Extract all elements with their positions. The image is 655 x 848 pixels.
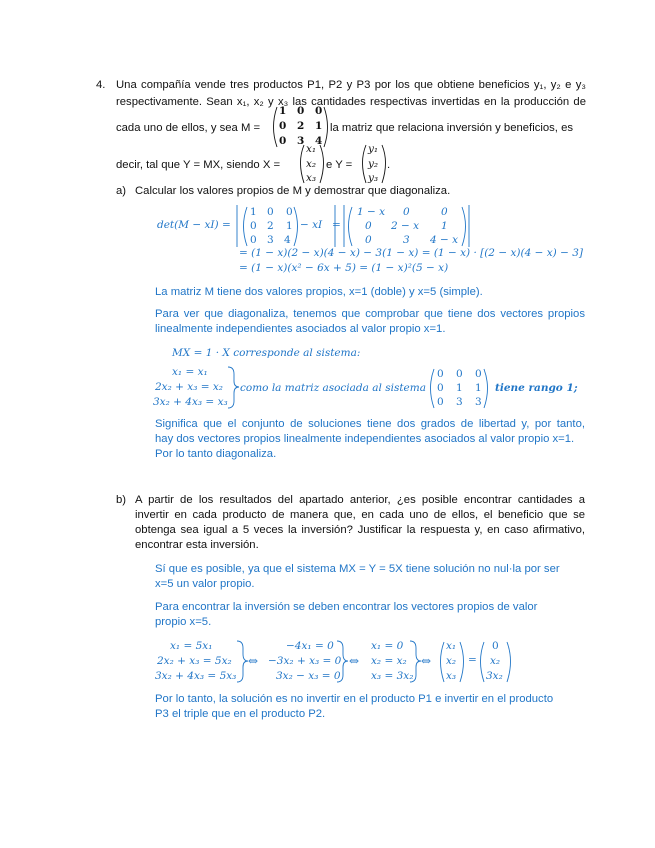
system-title: MX = 1 · X corresponde al sistema: — [172, 347, 361, 359]
paren-eig-left — [481, 642, 485, 682]
problem-line-4-pre: decir, tal que Y = MX, siendo X = — [116, 159, 281, 171]
paren-Y-right — [382, 145, 386, 183]
paren-sys-right — [484, 369, 488, 408]
part-b-label: b) — [116, 494, 127, 506]
paren-char-right — [462, 207, 466, 246]
paren-sys-left — [431, 369, 435, 408]
brace-sys3 — [410, 641, 421, 682]
iff-2: ⇔ — [349, 654, 360, 668]
vector-equals: = — [468, 654, 477, 666]
conclusion-3: Por lo tanto diagonaliza. — [155, 448, 277, 460]
paren-eig-right — [507, 642, 511, 682]
problem-line-3-pre: cada uno de ellos, y sea M = — [116, 122, 261, 134]
paren-xvec-right — [460, 642, 464, 682]
paren-xvec-left — [441, 642, 445, 682]
part-b-question-4: encontrar esta inversión. — [135, 539, 259, 551]
paren-M-left — [274, 107, 278, 147]
det-line-2: = (1 − x)(2 − x)(4 − x) − 3(1 − x) = (1 − x) · [(2 − x)(4 − x) − 3] — [239, 247, 583, 259]
part-a-label: a) — [116, 185, 127, 197]
det-equals: = — [332, 219, 341, 231]
conclusion-2: hay dos vectores propios linealmente independientes asociados al valor propio x=1. — [155, 433, 575, 445]
det-lhs: det(M − xI) = — [157, 219, 231, 231]
answer-1: Sí que es posible, ya que el sistema MX = Y = 5X tiene solución no nul·la por ser — [155, 563, 560, 575]
problem-line-4-end: . — [387, 159, 391, 171]
conclusion-1: Significa que el conjunto de soluciones tiene dos grados de libertad y, por tanto, — [155, 418, 585, 430]
problem-number: 4. — [96, 79, 106, 91]
paren-char-left — [349, 207, 353, 246]
problem-line-2: respectivamente. Sean x₁, x₂ y x₃ las cantidades respectivas invertidas en la producción de — [116, 96, 586, 108]
answer-4: propio x=5. — [155, 616, 212, 628]
iff-3: ⇔ — [421, 654, 432, 668]
part-b-question-1: A partir de los resultados del apartado anterior, ¿es posible encontrar cantidades a — [135, 494, 585, 506]
brace-system-a — [228, 367, 239, 408]
final-2: P3 el triple que en el producto P2. — [155, 708, 326, 720]
diagonal-text-1: Para ver que diagonaliza, tenemos que comprobar que tiene dos vectores propios — [155, 308, 585, 320]
system-end-text: tiene rango 1; — [495, 382, 578, 394]
system-mid-text: como la matriz asociada al sistema — [240, 382, 426, 394]
part-b-question-3: obtenga sea igual a 5 veces la inversión? Justificar la respuesta y, en caso afirmativo, — [135, 524, 585, 536]
problem-line-1: Una compañía vende tres productos P1, P2 y P3 por los que obtiene beneficios y₁, y₂ e y₃ — [116, 79, 586, 91]
answer-2: x=5 un valor propio. — [155, 578, 255, 590]
paren-X-left — [301, 145, 305, 183]
paren-I-right — [294, 207, 298, 246]
part-b-question-2: invertir en cada producto de manera que, en cada uno de ellos, el beneficio que se — [135, 509, 585, 521]
diagonal-text-2: linealmente independientes asociados al valor propio x=1. — [155, 323, 446, 335]
paren-Y-left — [363, 145, 367, 183]
paren-X-right — [320, 145, 324, 183]
brace-sys2 — [337, 641, 348, 682]
part-a-question: Calcular los valores propios de M y demostrar que diagonaliza. — [135, 185, 451, 197]
final-1: Por lo tanto, la solución es no invertir en el producto P1 e invertir en el producto — [155, 693, 554, 705]
problem-line-4-mid: e Y = — [326, 159, 353, 171]
problem-line-3-post: la matriz que relaciona inversión y beneficios, es — [330, 122, 574, 134]
paren-M-right — [324, 107, 328, 147]
det-minus-xI: − xI — [300, 219, 323, 231]
paren-I-left — [244, 207, 248, 246]
eigenvalues-text: La matriz M tiene dos valores propios, x=1 (doble) y x=5 (simple). — [155, 286, 483, 298]
iff-1: ⇔ — [248, 654, 259, 668]
brace-sys1 — [237, 641, 248, 682]
answer-3: Para encontrar la inversión se deben encontrar los vectores propios de valor — [155, 601, 538, 613]
det-line-3: = (1 − x)(x² − 6x + 5) = (1 − x)²(5 − x) — [239, 262, 449, 274]
